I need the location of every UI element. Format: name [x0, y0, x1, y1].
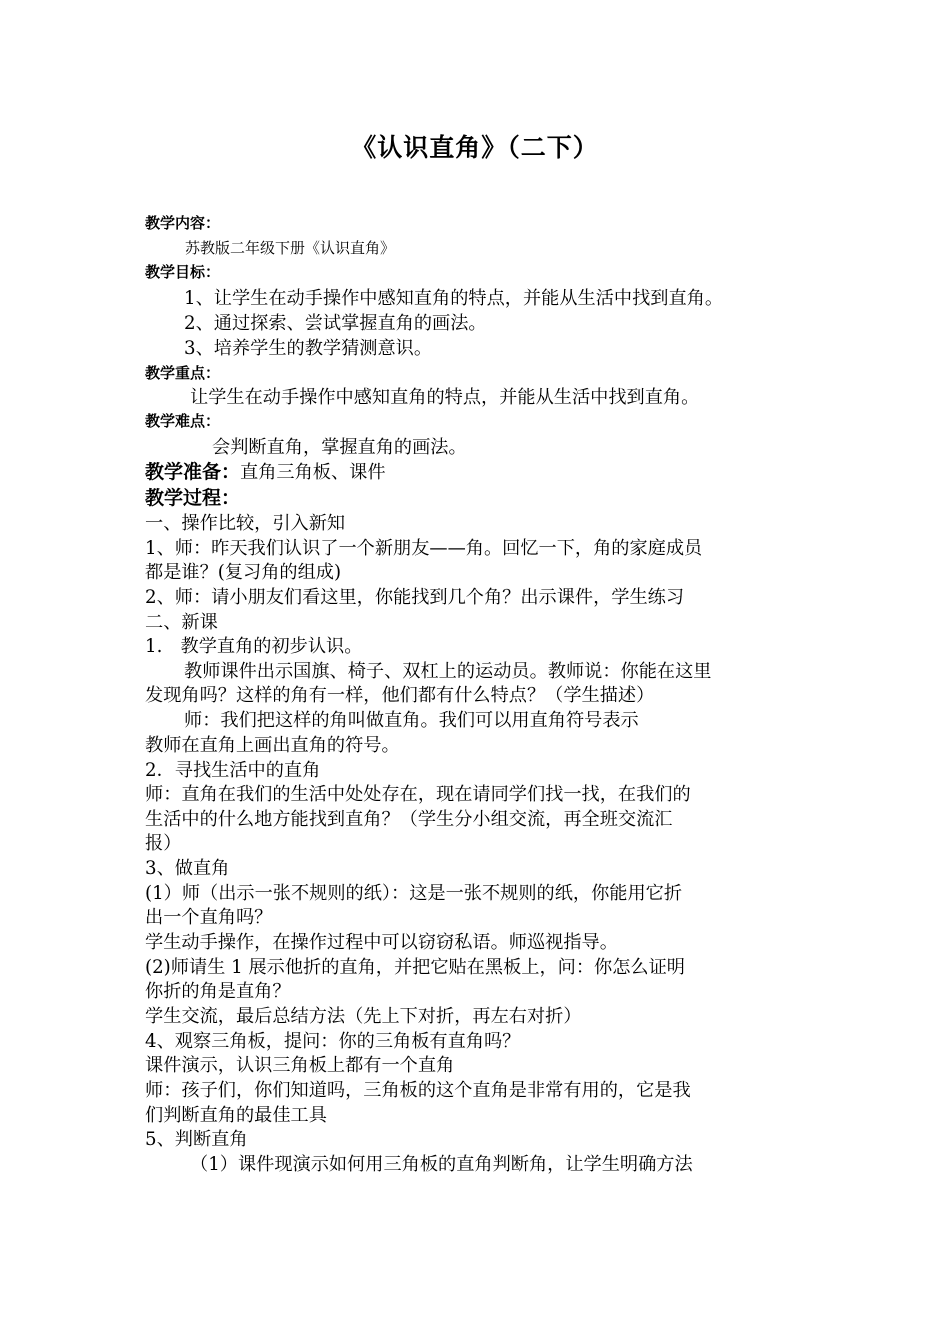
preparation-line: [145, 463, 386, 482]
goal-item-1: 1、让学生在动手操作中感知直角的特点，并能从生活中找到直角。: [184, 288, 724, 309]
process-line: 报）: [145, 833, 182, 854]
process-line: 你折的角是直角？: [145, 981, 291, 1002]
process-line: 一、操作比较，引入新知: [145, 513, 346, 534]
process-line: 二、新课: [145, 612, 218, 633]
document-title: 《认识直角》（二下）: [351, 133, 599, 162]
process-line: 师：孩子们，你们知道吗，三角板的这个直角是非常有用的，它是我: [145, 1080, 691, 1101]
process-line: 学生交流，最后总结方法（先上下对折，再左右对折）: [145, 1006, 582, 1027]
process-line: 1、师：昨天我们认识了一个新朋友——角。回忆一下，角的家庭成员: [145, 538, 703, 559]
key-point-heading: 教学重点：: [145, 364, 221, 382]
preparation-heading: 教学准备：: [145, 461, 241, 483]
process-line: 3、做直角: [145, 858, 230, 879]
process-line: 教师在直角上画出直角的符号。: [145, 735, 400, 756]
preparation-text: 直角三角板、课件: [240, 462, 386, 483]
teaching-content-heading: 教学内容：: [145, 214, 221, 232]
goal-item-3: 3、培养学生的教学猜测意识。: [184, 338, 433, 359]
process-line: （1）课件现演示如何用三角板的直角判断角，让学生明确方法: [190, 1154, 693, 1175]
process-line: (2)师请生 1 展示他折的直角，并把它贴在黑板上，问：你怎么证明: [145, 957, 685, 978]
process-line: 发现角吗？这样的角有一样，他们都有什么特点？（学生描述）: [145, 685, 655, 706]
process-line: 生活中的什么地方能找到直角？（学生分小组交流，再全班交流汇: [145, 809, 673, 830]
difficulty-text: 会判断直角，掌握直角的画法。: [212, 437, 467, 458]
process-line: 1. 教学直角的初步认识。: [145, 636, 363, 657]
process-line: 出一个直角吗？: [145, 907, 273, 928]
process-line: 师：直角在我们的生活中处处存在，现在请同学们找一找，在我们的: [145, 784, 691, 805]
process-line: 们判断直角的最佳工具: [145, 1105, 327, 1126]
process-line: 师：我们把这样的角叫做直角。我们可以用直角符号表示: [184, 710, 639, 731]
difficulty-heading: 教学难点：: [145, 412, 221, 430]
process-line: 4、观察三角板，提问：你的三角板有直角吗？: [145, 1031, 521, 1052]
process-line: 学生动手操作，在操作过程中可以窃窃私语。师巡视指导。: [145, 932, 618, 953]
process-line: 2、师：请小朋友们看这里，你能找到几个角？出示课件，学生练习: [145, 587, 685, 608]
process-line: (1）师（出示一张不规则的纸）：这是一张不规则的纸，你能用它折: [145, 883, 683, 904]
process-line: 5、判断直角: [145, 1129, 248, 1150]
goal-item-2: 2、通过探索、尝试掌握直角的画法。: [184, 313, 487, 334]
process-line: 2．寻找生活中的直角: [145, 760, 321, 781]
process-line: 教师课件出示国旗、椅子、双杠上的运动员。教师说：你能在这里: [184, 661, 712, 682]
key-point-text: 让学生在动手操作中感知直角的特点，并能从生活中找到直角。: [190, 387, 700, 408]
process-line: 课件演示，认识三角板上都有一个直角: [145, 1055, 455, 1076]
process-heading: 教学过程：: [145, 487, 241, 509]
teaching-goals-heading: 教学目标：: [145, 263, 221, 281]
process-line: 都是谁？(复习角的组成): [145, 562, 342, 583]
teaching-content-text: 苏教版二年级下册《认识直角》: [185, 239, 396, 257]
